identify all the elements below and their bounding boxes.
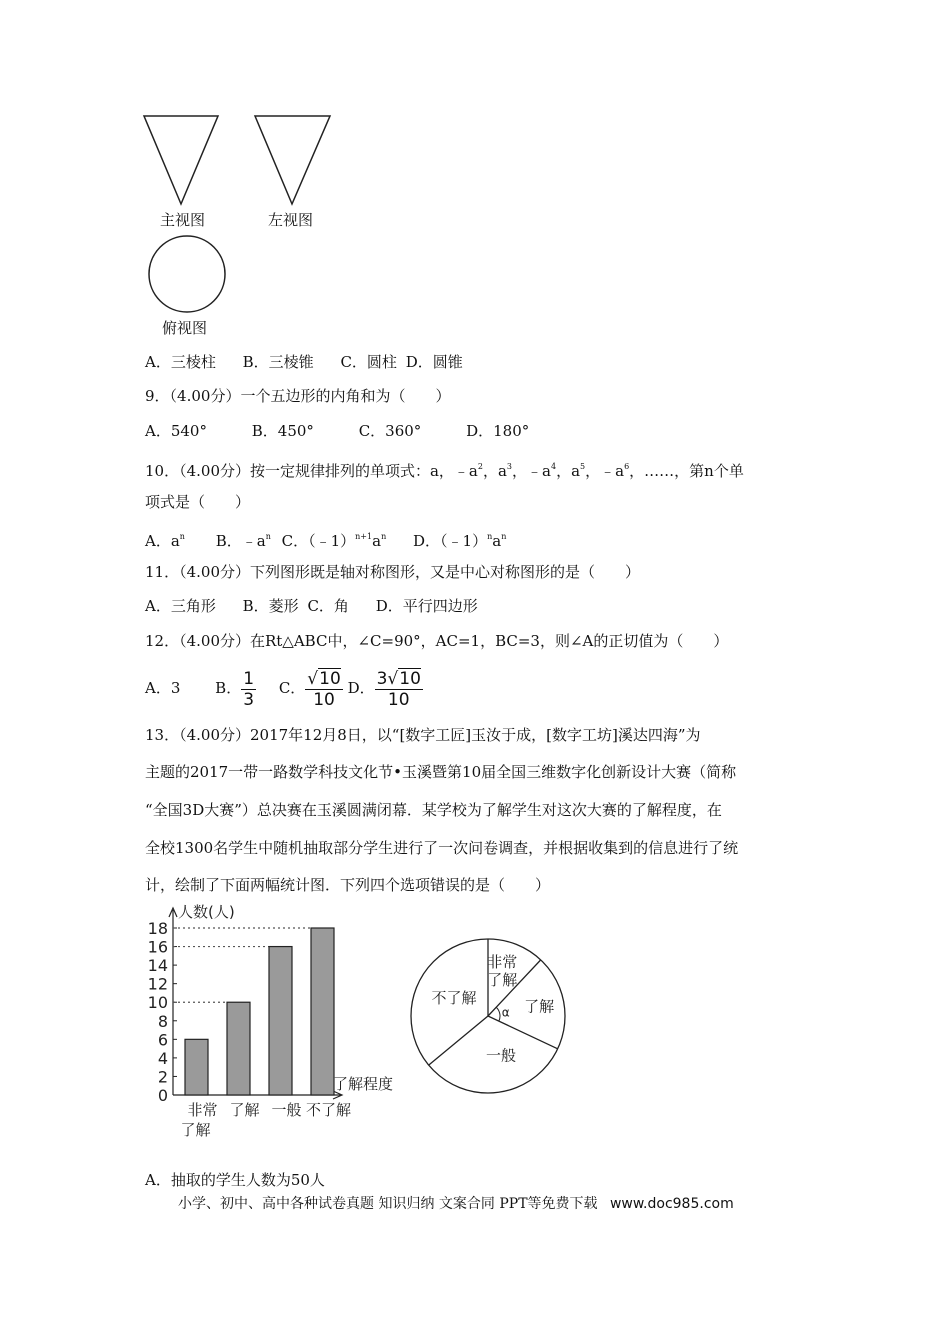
q12-option-d: D． $\frac{3√10}{10}$ (347, 668, 421, 710)
q12-fraction-d: $\frac{3√10}{10}$ (376, 668, 421, 710)
q10-options (145, 527, 506, 551)
pie-label: 一般 (486, 1046, 517, 1065)
pie-label: 不了解 (431, 989, 477, 1008)
top-view-label: 俯视图 (162, 319, 208, 337)
q10-option-b: B．$﹣a^n$ (215, 532, 271, 550)
q8-options (145, 352, 463, 372)
q12-option-a: A．3 (145, 679, 181, 697)
bar (227, 1002, 250, 1095)
x-axis-title: 了解程度 (333, 1075, 394, 1093)
q11-options (145, 596, 478, 616)
q9-option-a: A．540° (145, 422, 207, 440)
q13-line-5: 计，绘制了下面两幅统计图．下列四个选项错误的是（ ） (145, 876, 551, 894)
x-tick-label: 一般 (271, 1101, 302, 1119)
q10-option-d: D．$(﹣1)^na^n$ (413, 532, 507, 550)
y-tick-label: 0 (157, 1086, 168, 1105)
q9-options (145, 421, 529, 441)
y-tick-label: 2 (157, 1067, 168, 1087)
pie-label: 了解 (524, 997, 555, 1016)
q11-option-c: C．角 (307, 597, 349, 615)
q13-line-2: 主题的2017一带一路数学科技文化节•玉溪暨第10届全国三维数字化创新设计大赛（简称 (145, 763, 737, 781)
bar-chart (135, 900, 415, 1150)
q13-line-3: “全国3D大赛”）总决赛在玉溪圆满闭幕．某学校为了解学生对这次大赛的了解程度，在 (145, 801, 722, 819)
q11-option-b: B．菱形 (242, 597, 299, 615)
q13-line-1: 13．（4.00分）2017年12月8日，以“[数字工匠]玉汝于成，[数字工坊]溪达四海”为 (145, 726, 701, 744)
q10-stem-line2: 项式是（ ） (145, 493, 251, 511)
bar (185, 1039, 208, 1095)
footer (178, 1193, 734, 1213)
y-tick-label: 8 (157, 1011, 168, 1031)
footer-text: 小学、初中、高中各种试卷真题 知识归纳 文案合同 PPT等免费下载 (178, 1196, 598, 1212)
y-tick-label: 18 (147, 919, 168, 938)
footer-url[interactable]: www.doc985.com (609, 1196, 734, 1212)
pie-chart (400, 925, 580, 1105)
x-tick-label: 非常 (187, 1101, 218, 1119)
q8-option-d: D．圆锥 (405, 353, 463, 371)
q11-stem: 11．（4.00分）下列图形既是轴对称图形，又是中心对称图形的是（ ） (145, 563, 640, 581)
x-tick-label-cont: 了解 (180, 1121, 211, 1139)
y-tick-label: 16 (147, 937, 168, 957)
q8-option-c: C．圆柱 (340, 353, 397, 371)
q9-stem: 9．（4.00分）一个五边形的内角和为（ ） (145, 387, 451, 405)
q13-option-a: A．抽取的学生人数为50人 (145, 1171, 325, 1189)
q9-option-c: C．360° (358, 422, 422, 440)
q10-option-c: C．$(﹣1)^{n+1}a^n$ (281, 532, 387, 550)
y-tick-label: 6 (157, 1030, 168, 1050)
pie-label: 非常 (487, 953, 518, 972)
front-view-label: 主视图 (160, 211, 206, 229)
y-tick-label: 14 (147, 956, 168, 976)
q12-fraction-c: $\frac{√10}{10}$ (307, 668, 341, 710)
q8-option-b: B．三棱锥 (242, 353, 314, 371)
q11-option-a: A．三角形 (145, 597, 216, 615)
left-view-label: 左视图 (268, 211, 314, 229)
q9-option-b: B．450° (251, 422, 314, 440)
q12-stem: 12．（4.00分）在Rt△ABC中，∠C=90°，AC=1，BC=3，则∠A的正切值为（ ） (145, 632, 729, 650)
y-tick-label: 4 (157, 1048, 168, 1068)
angle-label: α (501, 1005, 510, 1020)
q10-stem-prefix: 10．（4.00分）按一定规律排列的单项式：a，﹣a (145, 462, 478, 480)
q12-option-b: B． $\frac{1}{3}$ (215, 668, 255, 710)
q12-option-c: C． $\frac{√10}{10}$ (278, 668, 341, 710)
q8-option-a: A．三棱柱 (145, 353, 216, 371)
q12-fraction-b: $\frac{1}{3}$ (243, 668, 255, 710)
q9-option-d: D．180° (466, 422, 530, 440)
left-view-triangle (255, 116, 330, 204)
q11-option-d: D．平行四边形 (375, 597, 478, 615)
y-tick-label: 10 (147, 993, 168, 1013)
q13-line-4: 全校1300名学生中随机抽取部分学生进行了一次问卷调查，并根据收集到的信息进行了统 (145, 839, 739, 857)
pie-label-cont: 了解 (487, 971, 518, 990)
y-axis-title: 人数(人) (178, 903, 235, 921)
front-view-triangle (144, 116, 218, 204)
bar (311, 928, 334, 1095)
top-view-circle (149, 236, 225, 312)
x-tick-label: 不了解 (305, 1101, 352, 1119)
q10-stem-line1: 10．（4.00分）按一定规律排列的单项式：a，$﹣a^2$，$a^3$，$﹣a^4$，$a^5$，$﹣a^6$，……，第n个单 (145, 462, 744, 480)
y-tick-label: 12 (147, 974, 168, 994)
bar (269, 947, 292, 1095)
x-tick-label: 了解 (229, 1101, 260, 1119)
q12-options (145, 666, 423, 710)
q10-option-a: A．$a^n$ (145, 532, 185, 550)
